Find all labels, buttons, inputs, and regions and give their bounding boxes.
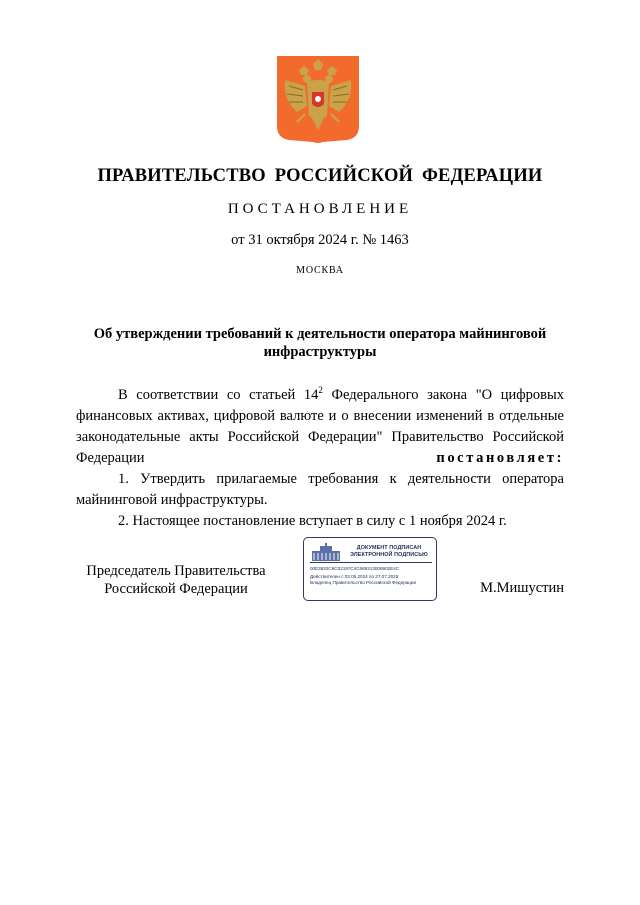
document-date-number: от 31 октября 2024 г. № 1463 — [231, 232, 409, 248]
document-city: МОСКВА — [296, 265, 344, 276]
document-type: ПОСТАНОВЛЕНИЕ — [227, 201, 413, 217]
signer-position-line1: Председатель Правительства — [86, 563, 266, 579]
stamp-heading — [342, 545, 436, 558]
decree-word: постановляет: — [436, 450, 564, 466]
signer-position-line2: Российской Федерации — [104, 581, 248, 597]
stamp-owner: Владелец Правительство Российской Федерации — [310, 580, 417, 585]
stamp-divider — [310, 562, 432, 563]
document-subject: Об утверждении требований к деятельности оператора майнинговой инфраструктуры — [93, 326, 547, 360]
building-icon — [310, 543, 342, 563]
preamble-part2: Федерального закона "О цифровых финансовых активах, цифровой валюте и о внесении изменений в отдельные законодательные акты Российской Федерации" Правительство Российской Федерации — [76, 387, 564, 466]
government-title: ПРАВИТЕЛЬСТВО РОССИЙСКОЙ ФЕДЕРАЦИИ — [97, 166, 543, 186]
signer-name: М.Мишустин — [480, 580, 564, 596]
stamp-heading-line2: ЭЛЕКТРОННОЙ ПОДПИСЬЮ — [350, 551, 428, 558]
signer-position — [76, 562, 276, 598]
electronic-signature-stamp — [303, 537, 437, 601]
preamble-paragraph — [76, 385, 564, 469]
article-superscript: 2 — [318, 385, 323, 396]
item-1: 1. Утвердить прилагаемые требования к деятельности оператора майнинговой инфраструктуры. — [76, 471, 564, 508]
stamp-heading-line1: ДОКУМЕНТ ПОДПИСАН — [356, 545, 422, 551]
preamble-part1: В соответствии со статьей 14 — [118, 387, 319, 403]
item-2: 2. Настоящее постановление вступает в силу с 1 ноября 2024 г. — [118, 513, 507, 529]
stamp-certificate: 00E3632C6C02197C4C669213006902E4C — [310, 566, 400, 571]
document-body — [76, 385, 564, 532]
coat-of-arms-icon — [277, 56, 359, 144]
stamp-validity: Действителен с 03.05.2024 по 27.07.2025 — [310, 574, 399, 579]
